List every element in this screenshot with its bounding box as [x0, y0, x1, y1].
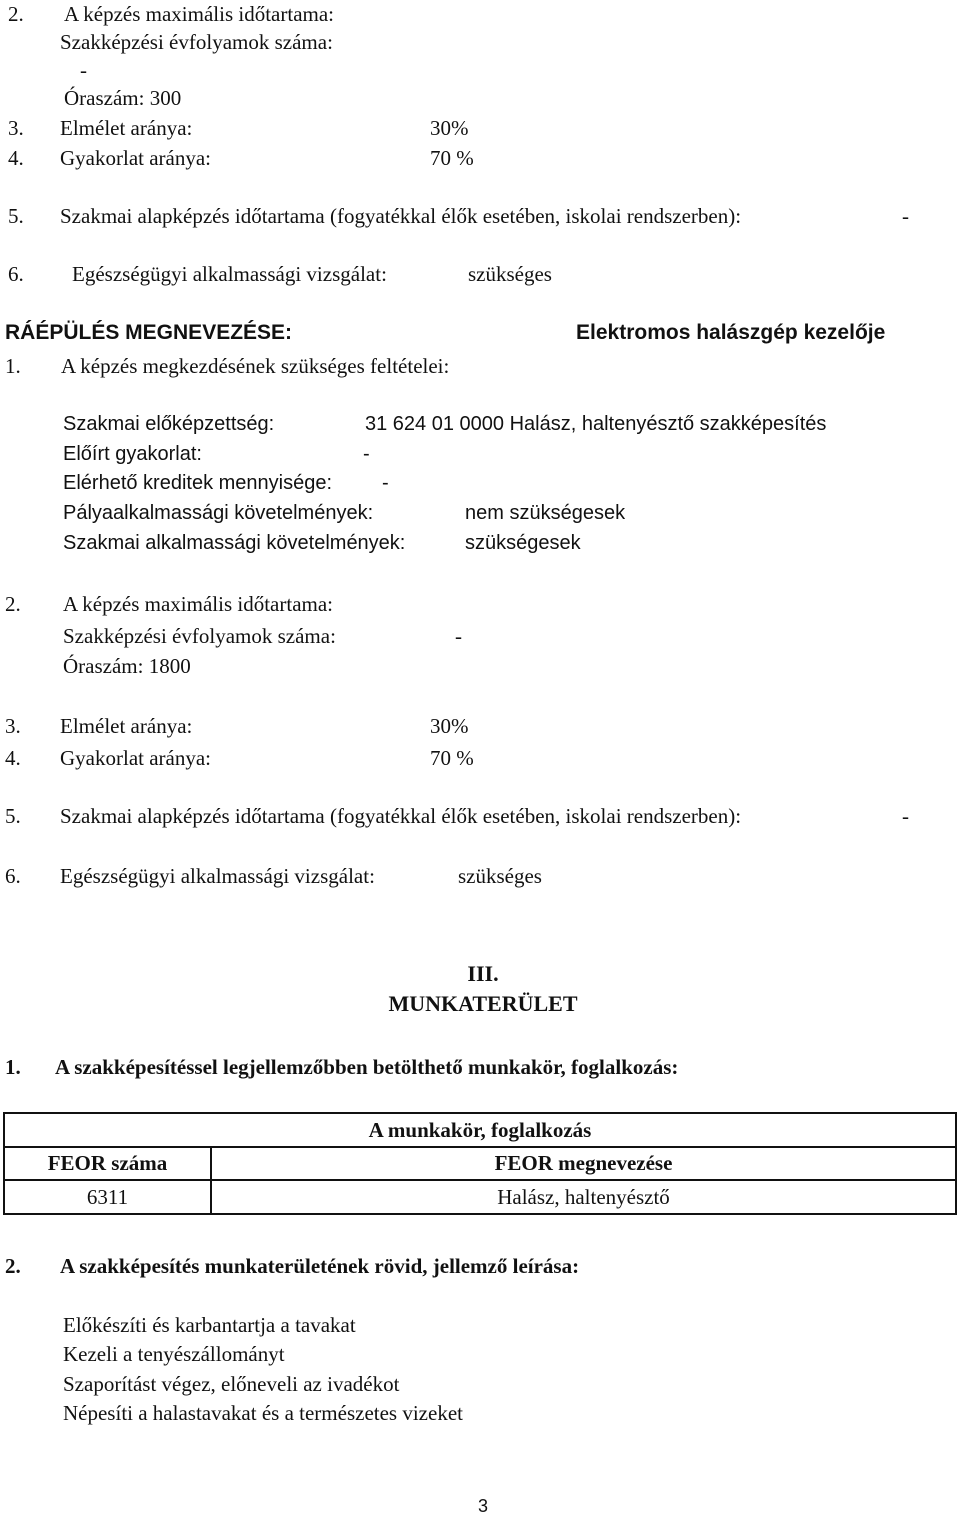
- years-b-value: -: [455, 624, 462, 648]
- health-check-b-label: Egészségügyi alkalmassági vizsgálat:: [60, 864, 375, 888]
- credits-label: Elérhető kreditek mennyisége:: [63, 472, 333, 494]
- basic-training-label: Szakmai alapképzés időtartama (fogyatékkal élők esetében, iskolai rendszerben):: [60, 204, 742, 228]
- theory-ratio-value: 30%: [430, 116, 469, 140]
- years-label: Szakképzési évfolyamok száma:: [60, 30, 333, 54]
- career-requirements-label: Pályaalkalmassági követelmények:: [63, 502, 374, 524]
- required-practice-label: Előírt gyakorlat:: [63, 443, 202, 465]
- item-3-number: 3.: [8, 116, 24, 140]
- hours-value: Óraszám: 300: [64, 86, 182, 110]
- item-3b-number: 3.: [5, 714, 21, 738]
- list-item: Szaporítást végez, előneveli az ivadékot: [63, 1372, 400, 1396]
- theory-ratio-b-label: Elmélet aránya:: [60, 714, 193, 738]
- basic-training-b-value: -: [902, 804, 909, 828]
- professional-requirements-value: szükségesek: [465, 532, 581, 554]
- feor-name-header: FEOR megnevezése: [211, 1147, 956, 1180]
- practice-ratio-value: 70 %: [430, 146, 474, 170]
- jobs-heading-number: 1.: [5, 1055, 21, 1079]
- career-requirements-value: nem szükségesek: [465, 502, 626, 524]
- feor-code-cell: 6311: [4, 1180, 211, 1214]
- item-2-number: 2.: [8, 2, 24, 26]
- health-check-label: Egészségügyi alkalmassági vizsgálat:: [72, 262, 387, 286]
- professional-requirements-label: Szakmai alkalmassági követelmények:: [63, 532, 406, 554]
- description-heading-number: 2.: [5, 1254, 21, 1278]
- theory-ratio-b-value: 30%: [430, 714, 469, 738]
- list-item: Népesíti a halastavakat és a természetes vizeket: [63, 1401, 463, 1425]
- prior-training-value: 31 624 01 0000 Halász, haltenyésztő szakképesítés: [365, 413, 827, 435]
- item-6-number: 6.: [8, 262, 24, 286]
- section-roman-numeral: III.: [467, 961, 499, 986]
- raepules-label: RÁÉPÜLÉS MEGNEVEZÉSE:: [5, 321, 293, 344]
- credits-value: -: [382, 472, 389, 494]
- practice-ratio-b-label: Gyakorlat aránya:: [60, 746, 212, 770]
- jobs-heading: A szakképesítéssel legjellemzőbben betölthető munkakör, foglalkozás:: [55, 1055, 679, 1079]
- prior-training-label: Szakmai előképzettség:: [63, 413, 275, 435]
- entry-requirements-label: A képzés megkezdésének szükséges feltételei:: [61, 354, 450, 378]
- practice-ratio-b-value: 70 %: [430, 746, 474, 770]
- section-title: MUNKATERÜLET: [388, 991, 578, 1016]
- required-practice-value: -: [363, 443, 370, 465]
- item-2-label: A képzés maximális időtartama:: [64, 2, 335, 26]
- hours-b-value: Óraszám: 1800: [63, 654, 191, 678]
- years-b-label: Szakképzési évfolyamok száma:: [63, 624, 336, 648]
- feor-code-header: FEOR száma: [4, 1147, 211, 1180]
- item-1-number: 1.: [5, 354, 21, 378]
- health-check-b-value: szükséges: [458, 864, 542, 888]
- item-6b-number: 6.: [5, 864, 21, 888]
- item-5-number: 5.: [8, 204, 24, 228]
- theory-ratio-label: Elmélet aránya:: [60, 116, 193, 140]
- item-4-number: 4.: [8, 146, 24, 170]
- feor-table-title: A munkakör, foglalkozás: [4, 1113, 956, 1147]
- description-heading: A szakképesítés munkaterületének rövid, jellemző leírása:: [60, 1254, 580, 1278]
- item-2b-number: 2.: [5, 592, 21, 616]
- list-item: Előkészíti és karbantartja a tavakat: [63, 1313, 356, 1337]
- basic-training-value: -: [902, 204, 909, 228]
- practice-ratio-label: Gyakorlat aránya:: [60, 146, 212, 170]
- item-5b-number: 5.: [5, 804, 21, 828]
- feor-table: [3, 1112, 957, 1215]
- basic-training-b-label: Szakmai alapképzés időtartama (fogyatékkal élők esetében, iskolai rendszerben):: [60, 804, 742, 828]
- feor-name-cell: Halász, haltenyésztő: [211, 1180, 956, 1214]
- table-row: [4, 1180, 956, 1214]
- page-number: 3: [477, 1496, 488, 1516]
- health-check-value: szükséges: [468, 262, 552, 286]
- raepules-value: Elektromos halászgép kezelője: [576, 321, 886, 344]
- years-value: -: [80, 58, 87, 82]
- item-2b-label: A képzés maximális időtartama:: [63, 592, 334, 616]
- list-item: Kezeli a tenyészállományt: [63, 1342, 285, 1366]
- item-4b-number: 4.: [5, 746, 21, 770]
